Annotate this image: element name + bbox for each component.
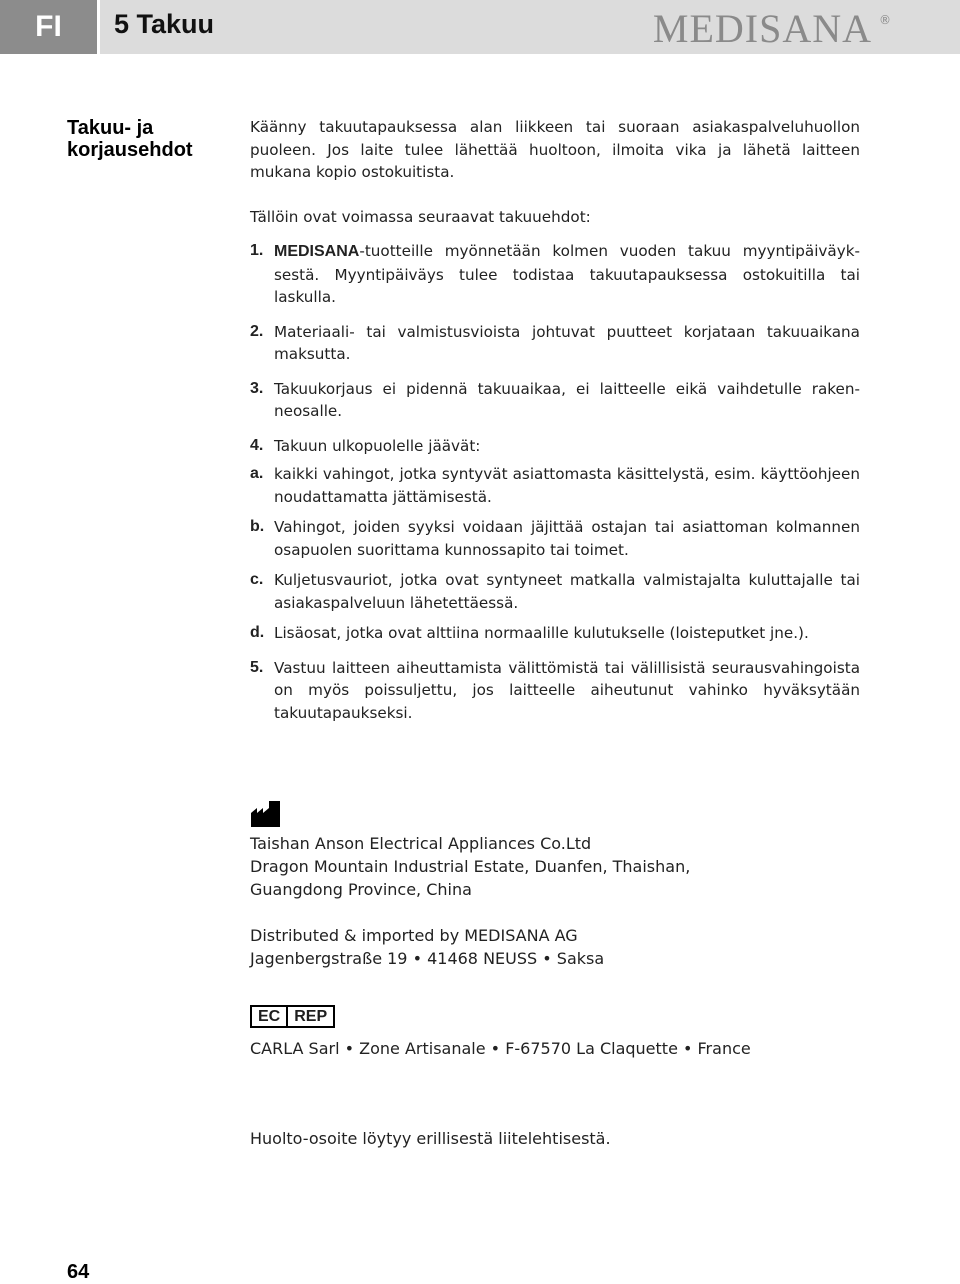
term-number: 2.: [250, 322, 264, 340]
exclusion-text: kaikki vahingot, jotka syntyvät asiattomasta käsittelystä, esim. käyttöohjeen noudattamatta jättämisestä.: [274, 465, 860, 506]
term-item: [250, 321, 860, 366]
term-number: 3.: [250, 379, 264, 397]
term-text: [274, 240, 860, 309]
section-heading: Takuu- ja korjausehdot: [67, 117, 193, 161]
factory-icon: [251, 801, 281, 831]
ec-label: EC: [258, 1008, 281, 1025]
exclusion-letter: a.: [250, 465, 264, 482]
exclusion-item: [250, 516, 860, 561]
term-item: [250, 378, 860, 423]
term-item: [250, 240, 860, 309]
term-item: [250, 657, 860, 725]
term-text: Vastuu laitteen aiheuttamista välittömistä tai välillisistä seurausvahingoista on myös poissuljettu, jos laitteelle aiheutunut vahinko hyväksytään takuutapaukseksi.: [274, 658, 860, 722]
term-number: 5.: [250, 658, 264, 676]
intro-conditions: Tällöin ovat voimassa seuraavat takuuehdot:: [250, 207, 591, 226]
manufacturer-line: Guangdong Province, China: [250, 880, 472, 899]
brand-name: MEDISANA: [274, 243, 360, 260]
exclusion-letter: d.: [250, 624, 265, 641]
exclusion-text: Vahingot, joiden syyksi voidaan jäjittää ostajan tai asiattoman kolmannen osapuolen suorittama kunnossapito tai toimet.: [274, 518, 860, 559]
registered-mark: ®: [879, 13, 892, 27]
term-number: 4.: [250, 436, 264, 454]
exclusion-item: [250, 622, 860, 645]
exclusion-item: [250, 569, 860, 614]
ec-rep-address: [250, 1037, 751, 1060]
term-text: Materiaali- tai valmistusvioista johtuvat puutteet korjataan takuuaikana maksutta.: [274, 322, 860, 363]
term-text: Takuun ulkopuolelle jäävät:: [274, 436, 481, 455]
exclusion-letter: b.: [250, 518, 265, 535]
manufacturer-line: Dragon Mountain Industrial Estate, Duanfen, Thaishan,: [250, 857, 691, 876]
exclusions-list: [250, 463, 860, 645]
service-note: [250, 1127, 611, 1150]
warranty-content: [250, 116, 860, 736]
exclusion-letter: c.: [250, 571, 264, 588]
exclusion-text: Lisäosat, jotka ovat alttiina normaalille kulutukselle (loisteputket jne.).: [274, 624, 809, 642]
term-number: 1.: [250, 242, 264, 259]
ec-rep-symbol: [250, 1005, 335, 1028]
medisana-logo: [652, 5, 892, 52]
term-item: [250, 435, 860, 645]
distributor-line: Distributed & imported by MEDISANA AG: [250, 926, 578, 945]
language-tab: FI: [0, 0, 97, 54]
distributor-address: [250, 924, 604, 970]
warranty-terms-list: [250, 240, 860, 724]
header-bar: [100, 0, 960, 54]
ec-rep-line: CARLA Sarl • Zone Artisanale • F-67570 La Claquette • France: [250, 1039, 751, 1058]
page-number: 64: [67, 1261, 90, 1283]
chapter-title: 5 Takuu: [114, 9, 215, 39]
term-row: [250, 435, 860, 458]
distributor-line: Jagenbergstraße 19 • 41468 NEUSS • Saksa: [250, 949, 605, 968]
logo-text: MEDISANA: [652, 6, 872, 51]
service-note-text: Huolto-osoite löytyy erillisestä liitelehtisestä.: [250, 1129, 611, 1148]
term-text: Takuukorjaus ei pidennä takuuaikaa, ei laitteelle eikä vaihdetulle rakenneosalle.: [274, 379, 860, 420]
rep-label: REP: [286, 1007, 333, 1026]
intro-paragraph: Käänny takuutapauksessa alan liikkeen tai suoraan asiakaspalveluhuollon puoleen. Jos laite tulee lähettää huoltoon, ilmoita vika ja lähetä laitteen mukana kopio ostokuitista.: [250, 118, 860, 181]
manufacturer-line: Taishan Anson Electrical Appliances Co.Ltd: [250, 834, 592, 853]
manufacturer-address: [250, 832, 690, 901]
term-text-body: -tuotteille myönnetään kolmen vuoden takuu myyntipäiväyksestä. Myyntipäiväys tulee todistaa takuutapauksessa ostokuitilla tai laskulla.: [274, 242, 860, 306]
exclusion-text: Kuljetusvauriot, jotka ovat syntyneet matkalla valmistajalta kuluttajalle tai asiakaspalveluun lähetettäessä.: [274, 571, 860, 612]
exclusion-item: [250, 463, 860, 508]
